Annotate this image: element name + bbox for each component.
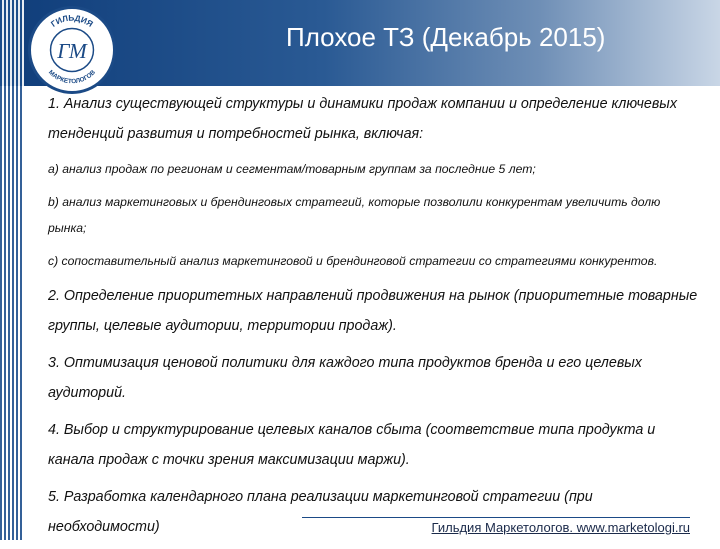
logo-monogram: ГМ (57, 38, 87, 63)
slide-content (48, 89, 698, 549)
footer-divider (302, 517, 690, 518)
svg-text:ГИЛЬДИЯ (49, 13, 95, 29)
page-title: Плохое ТЗ (Декабрь 2015) (286, 22, 606, 52)
guild-logo (28, 6, 116, 94)
list-item: 2. Определение приоритетных направлений продвижения на рынок (приоритетные товарные группы, целевые аудитории, территории продаж). (48, 288, 698, 334)
footer-link[interactable]: Гильдия Маркетологов. www.marketologi.ru (431, 520, 690, 535)
decorative-stripes (0, 0, 24, 540)
list-subitem: c) сопоставительный анализ маркетинговой и брендинговой стратегии со стратегиями конкурентов. (48, 254, 658, 268)
logo-ring-top: ГИЛЬДИЯ (48, 12, 96, 29)
logo-ring-bottom: МАРКЕТОЛОГОВ (47, 69, 97, 86)
list-item: 3. Оптимизация ценовой политики для каждого типа продуктов бренда и его целевых аудиторий. (48, 355, 642, 401)
list-item: 1. Анализ существующей структуры и динамики продаж компании и определение ключевых тенденций развития и потребностей рынка, включая: (48, 96, 677, 142)
list-subitem: a) анализ продаж по регионам и сегментам/товарным группам за последние 5 лет; (48, 162, 536, 176)
list-subitem: b) анализ маркетинговых и брендинговых стратегий, которые позволили конкурентам увеличить долю рынка; (48, 195, 661, 235)
list-item: 5. Разработка календарного плана реализации маркетинговой стратегии (при необходимости) (48, 489, 593, 535)
list-item: 4. Выбор и структурирование целевых каналов сбыта (соответствие типа продукта и канала продаж с точки зрения максимизации маржи). (48, 422, 656, 468)
